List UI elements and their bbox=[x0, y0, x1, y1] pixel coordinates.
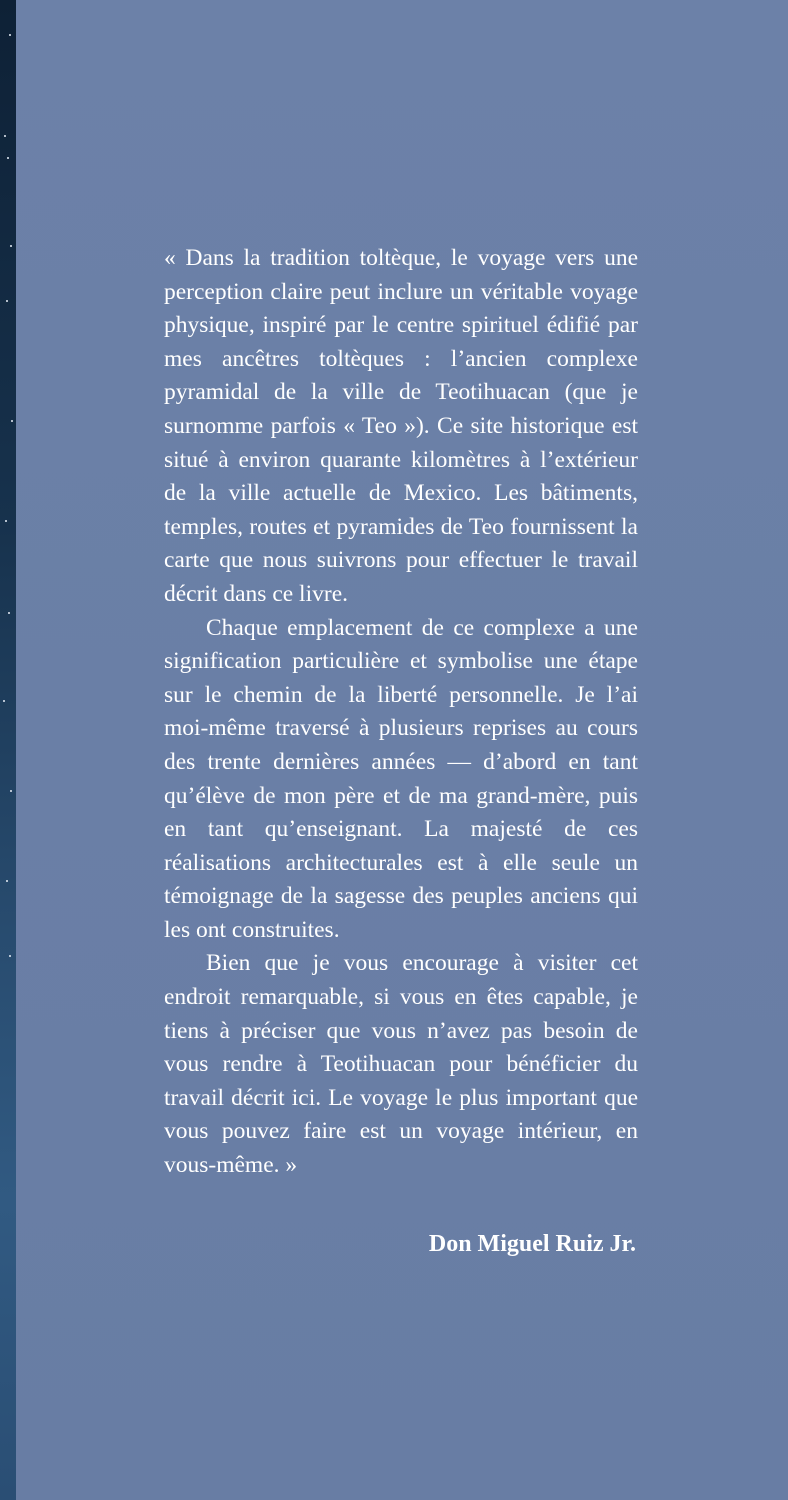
star-dot bbox=[5, 520, 7, 522]
star-dot bbox=[9, 955, 11, 957]
star-dot bbox=[4, 135, 6, 137]
star-dot bbox=[7, 157, 9, 159]
star-dot bbox=[8, 612, 10, 614]
star-dot bbox=[6, 880, 8, 882]
star-dot bbox=[11, 420, 13, 422]
quote-paragraph-3: Bien que je vous encourage à visiter cet endroit remarquable, si vous en êtes capable, je tiens à préciser que vous n’avez pas besoin de vous rendre à Teotihuacan pour bénéficier du travail décrit ici. Le voyage le plus important que vous pouvez faire est un voyage intérieur, en vous-même. » bbox=[164, 950, 638, 1179]
star-dot bbox=[6, 300, 8, 302]
quote-paragraph-1: « Dans la tradition toltèque, le voyage vers une perception claire peut inclure un véritable voyage physique, inspiré par le centre spirituel édifié par mes ancêtres toltèques : l’ancien complexe pyramidal de la ville de Teotihuacan (que je surnomme parfois « Teo »). Ce site historique est situé à environ quarante kilomètres à l’extérieur de la ville actuelle de Mexico. Les bâtiments, temples, routes et pyramides de Teo fournissent la carte que nous suivrons pour effectuer le travail décrit dans ce livre. bbox=[164, 245, 638, 607]
author-signature: Don Miguel Ruiz Jr. bbox=[428, 1231, 636, 1257]
quote-paragraph-2: Chaque emplacement de ce complexe a une signification particulière et symbolise une étape sur le chemin de la liberté personnelle. Je l’ai moi-même traversé à plusieurs reprises au cours des trente dernières années — d’abord en tant qu’élève de mon père et de ma grand-mère, puis en tant qu’enseignant. La majesté de ces réalisations architecturales est à elle seule un témoignage de la sagesse des peuples anciens qui les ont construites. bbox=[164, 614, 638, 943]
starry-sky-strip bbox=[0, 0, 16, 1500]
star-dot bbox=[3, 700, 5, 702]
star-dot bbox=[9, 34, 11, 36]
star-dot bbox=[10, 790, 12, 792]
star-dot bbox=[10, 245, 12, 247]
back-cover-quote bbox=[164, 242, 638, 1183]
